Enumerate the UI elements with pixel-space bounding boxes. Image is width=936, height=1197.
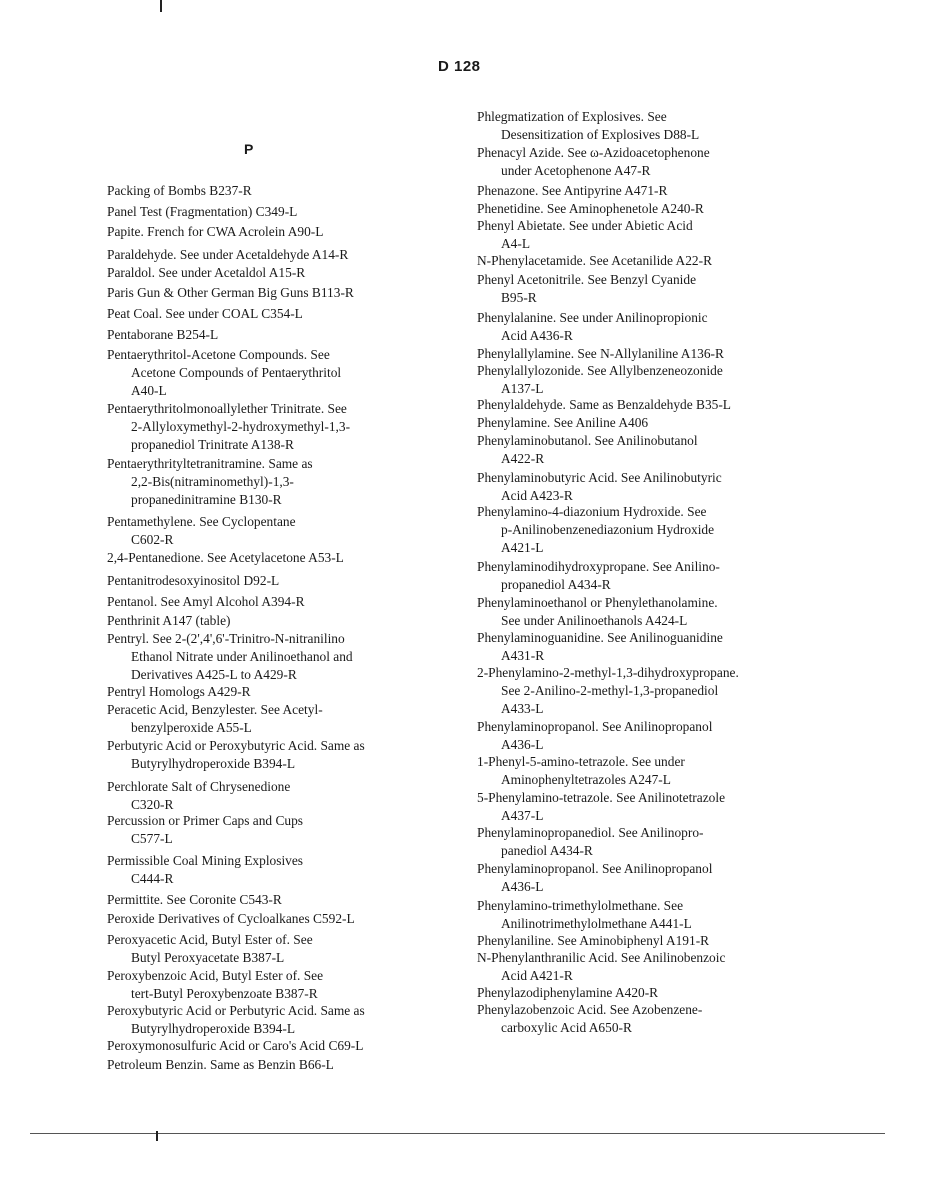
index-entry [477,824,817,860]
index-entry [107,284,447,302]
index-entry-line: Phenylaminopropanol. See Anilinopropanol [477,719,713,734]
index-entry [107,737,447,773]
index-entry-line: Penthrinit A147 (table) [107,613,231,628]
index-entry-line: Phenylallylozonide. See Allylbenzeneozonide [477,363,723,378]
index-entry [477,503,817,557]
index-entry-line: N-Phenylacetamide. See Acetanilide A22-R [477,253,713,268]
index-entry-line: Packing of Bombs B237-R [107,183,252,198]
index-entry-line: Panel Test (Fragmentation) C349-L [107,204,298,219]
index-entry-continuation: Butyl Peroxyacetate B387-L [131,950,285,965]
index-entry-continuation: Acid A421-R [501,968,573,983]
index-entry-continuation: propanedinitramine B130-R [131,492,282,507]
index-entry-line: Pentanitrodesoxyinositol D92-L [107,573,280,588]
index-entry-line: 5-Phenylamino-tetrazole. See Anilinotetrazole [477,790,726,805]
index-entry-line: Phenylaldehyde. Same as Benzaldehyde B35-L [477,397,731,412]
index-entry-continuation: Desensitization of Explosives D88-L [501,127,700,142]
index-entry-line: Phenylaniline. See Aminobiphenyl A191-R [477,933,710,948]
index-entry-continuation: Acid A423-R [501,488,573,503]
index-entry-continuation: C320-R [131,797,174,812]
index-entry-line: Pentaerythrityltetranitramine. Same as [107,456,313,471]
section-letter: P [244,141,254,157]
index-entry-continuation: propanediol Trinitrate A138-R [131,437,294,452]
index-entry [107,852,447,888]
index-entry [477,200,817,218]
index-entry-line: Phenyl Acetonitrile. See Benzyl Cyanide [477,272,697,287]
index-entry [107,223,447,241]
index-entry-line: Phenetidine. See Aminophenetole A240-R [477,201,704,216]
index-entry-line: Phenylaminobutanol. See Anilinobutanol [477,433,698,448]
index-entry [477,932,817,950]
index-entry [107,326,447,344]
index-entry-line: Phenylaminopropanediol. See Anilinopro- [477,825,704,840]
index-entry-line: Phenazone. See Antipyrine A471-R [477,183,668,198]
index-entry-continuation: tert-Butyl Peroxybenzoate B387-R [131,986,318,1001]
index-entry-line: Peroxymonosulfuric Acid or Caro's Acid C69-L [107,1038,364,1053]
index-entry-continuation: A436-L [501,879,544,894]
index-entry-line: Papite. French for CWA Acrolein A90-L [107,224,324,239]
index-entry [107,305,447,323]
index-entry-line: Peat Coal. See under COAL C354-L [107,306,303,321]
index-entry [107,778,447,814]
index-entry [477,345,817,363]
index-entry-line: Phenylaminoethanol or Phenylethanolamine. [477,595,718,610]
index-entry-line: Perchlorate Salt of Chrysenedione [107,779,291,794]
index-entry [107,630,447,684]
index-entry [477,271,817,307]
index-entry [107,683,447,701]
index-entry [107,346,447,400]
index-entry-line: Peroxyacetic Acid, Butyl Ester of. See [107,932,313,947]
index-entry-continuation: Acid A436-R [501,328,573,343]
index-entry-line: Phenylazodiphenylamine A420-R [477,985,659,1000]
index-entry [477,718,817,754]
index-entry [107,931,447,967]
index-entry-continuation: A422-R [501,451,545,466]
bottom-rule [30,1133,885,1134]
index-entry [477,182,817,200]
index-entry [107,549,447,567]
index-entry-continuation: Acetone Compounds of Pentaerythritol [131,365,342,380]
index-entry-line: Paraldol. See under Acetaldol A15-R [107,265,306,280]
index-entry [477,984,817,1002]
index-entry-line: Phenylalanine. See under Anilinopropionic [477,310,708,325]
index-entry-line: Pentamethylene. See Cyclopentane [107,514,296,529]
index-entry-line: Phlegmatization of Explosives. See [477,109,667,124]
index-entry-continuation: Derivatives A425-L to A429-R [131,667,297,682]
index-entry-line: Phenacyl Azide. See ω-Azidoacetophenone [477,145,710,160]
index-entry [477,789,817,825]
index-entry [107,967,447,1003]
index-entry-continuation: 2,2-Bis(nitraminomethyl)-1,3- [131,474,294,489]
index-entry [477,949,817,985]
index-entry-line: Phenylazobenzoic Acid. See Azobenzene- [477,1002,703,1017]
index-entry [477,1001,817,1037]
index-entry-line: Paris Gun & Other German Big Guns B113-R [107,285,354,300]
index-entry-line: Permittite. See Coronite C543-R [107,892,282,907]
index-entry-continuation: A137-L [501,381,544,396]
index-entry-continuation: See 2-Anilino-2-methyl-1,3-propanediol [501,683,719,698]
index-entry-line: Pentaerythritol-Acetone Compounds. See [107,347,330,362]
index-entry-line: N-Phenylanthranilic Acid. See Anilinobenzoic [477,950,726,965]
index-entry-continuation: carboxylic Acid A650-R [501,1020,632,1035]
index-entry-line: Pentanol. See Amyl Alcohol A394-R [107,594,305,609]
index-entry [107,891,447,909]
index-entry [477,897,817,933]
index-entry-line: 1-Phenyl-5-amino-tetrazole. See under [477,754,685,769]
index-entry-line: Paraldehyde. See under Acetaldehyde A14-R [107,247,349,262]
index-entry-line: Pentaerythritolmonoallylether Trinitrate. See [107,401,347,416]
index-entry [107,572,447,590]
index-entry-continuation: B95-R [501,290,537,305]
index-entry-continuation: Anilinotrimethylolmethane A441-L [501,916,692,931]
index-entry [107,264,447,282]
index-entry [477,753,817,789]
index-entry-line: 2-Phenylamino-2-methyl-1,3-dihydroxypropane. [477,665,739,680]
index-entry [107,400,447,454]
index-entry-continuation: 2-Allyloxymethyl-2-hydroxymethyl-1,3- [131,419,351,434]
index-entry [477,108,817,144]
bottom-margin-mark [156,1131,158,1141]
index-entry-line: Phenylaminopropanol. See Anilinopropanol [477,861,713,876]
index-entry [477,362,817,398]
index-entry-line: Pentryl Homologs A429-R [107,684,251,699]
index-entry [477,558,817,594]
index-entry-line: Phenylaminoguanidine. See Anilinoguanidine [477,630,723,645]
index-entry-continuation: under Acetophenone A47-R [501,163,651,178]
index-entry [477,629,817,665]
index-entry-continuation: A431-R [501,648,545,663]
index-entry-continuation: C577-L [131,831,173,846]
index-entry [477,860,817,896]
index-entry-line: Phenylaminodihydroxypropane. See Anilino- [477,559,720,574]
index-entry-line: Phenylallylamine. See N-Allylaniline A136-R [477,346,724,361]
index-entry-line: Phenylamino-trimethylolmethane. See [477,898,684,913]
page-number: D 128 [438,58,481,75]
index-entry [477,309,817,345]
index-entry-line: Pentryl. See 2-(2',4',6'-Trinitro-N-nitranilino [107,631,345,646]
index-entry [107,612,447,630]
index-entry-continuation: benzylperoxide A55-L [131,720,252,735]
index-entry-line: Peroxide Derivatives of Cycloalkanes C592-L [107,911,355,926]
index-entry-line: Permissible Coal Mining Explosives [107,853,304,868]
index-entry [477,144,817,180]
index-entry [477,414,817,432]
index-entry [107,593,447,611]
top-margin-mark [160,0,162,12]
index-entry-continuation: Butyrylhydroperoxide B394-L [131,756,296,771]
index-entry [477,469,817,505]
index-entry [477,432,817,468]
index-entry [107,455,447,509]
index-entry-line: Percussion or Primer Caps and Cups [107,813,304,828]
index-entry-continuation: A40-L [131,383,167,398]
index-entry-line: Perbutyric Acid or Peroxybutyric Acid. Same as [107,738,365,753]
index-entry-line: Phenylamine. See Aniline A406 [477,415,649,430]
index-entry-line: Peroxybenzoic Acid, Butyl Ester of. See [107,968,324,983]
index-entry [107,701,447,737]
index-entry-continuation: Ethanol Nitrate under Anilinoethanol and [131,649,353,664]
index-entry [107,203,447,221]
index-entry-continuation: A4-L [501,236,531,251]
index-entry-line: Peracetic Acid, Benzylester. See Acetyl- [107,702,323,717]
index-entry-continuation: A437-L [501,808,544,823]
index-entry [477,396,817,414]
index-entry-continuation: Aminophenyltetrazoles A247-L [501,772,671,787]
index-entry-line: 2,4-Pentanedione. See Acetylacetone A53-L [107,550,344,565]
index-entry-continuation: C602-R [131,532,174,547]
index-entry-continuation: panediol A434-R [501,843,593,858]
index-entry [107,1037,447,1055]
index-entry [477,217,817,253]
index-entry-line: Phenyl Abietate. See under Abietic Acid [477,218,693,233]
index-entry [107,182,447,200]
index-entry-continuation: C444-R [131,871,174,886]
index-entry-line: Peroxybutyric Acid or Perbutyric Acid. Same as [107,1003,365,1018]
index-entry [107,1056,447,1074]
index-entry [477,664,817,718]
index-entry [107,513,447,549]
index-entry [107,246,447,264]
index-entry-line: Phenylamino-4-diazonium Hydroxide. See [477,504,707,519]
index-entry [477,594,817,630]
index-entry-line: Phenylaminobutyric Acid. See Anilinobutyric [477,470,722,485]
index-entry-continuation: A433-L [501,701,544,716]
index-entry [107,1002,447,1038]
index-entry-continuation: A421-L [501,540,544,555]
index-entry-line: Petroleum Benzin. Same as Benzin B66-L [107,1057,334,1072]
index-entry-continuation: A436-L [501,737,544,752]
index-entry-continuation: See under Anilinoethanols A424-L [501,613,688,628]
index-entry [477,252,817,270]
index-entry [107,910,447,928]
index-entry-continuation: Butyrylhydroperoxide B394-L [131,1021,296,1036]
index-entry-continuation: propanediol A434-R [501,577,611,592]
index-entry [107,812,447,848]
index-entry-line: Pentaborane B254-L [107,327,219,342]
index-entry-continuation: p-Anilinobenzenediazonium Hydroxide [501,522,715,537]
